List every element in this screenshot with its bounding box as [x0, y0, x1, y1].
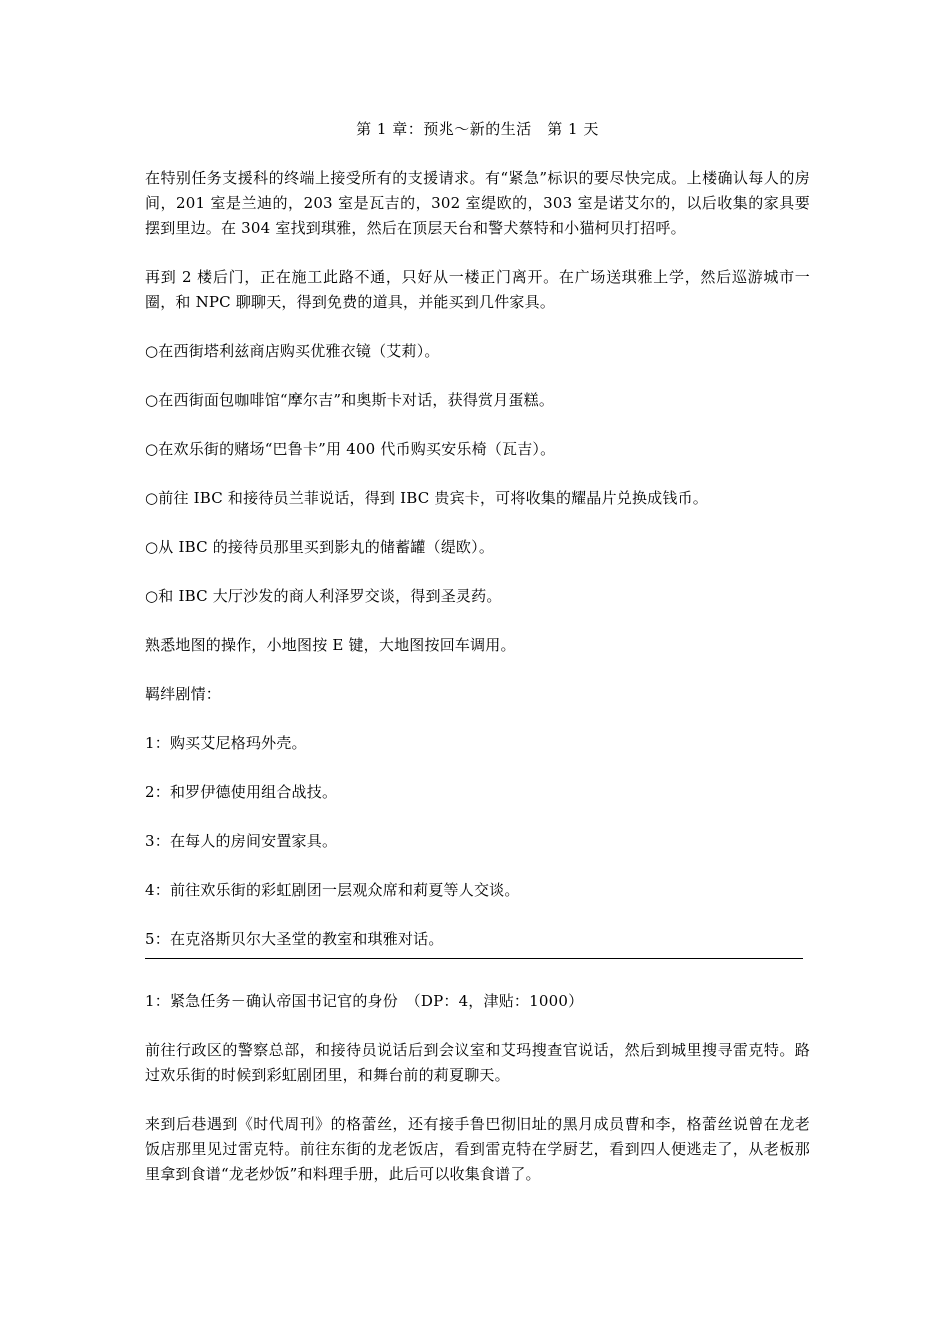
bullet-item: ○前往 IBC 和接待员兰菲说话，得到 IBC 贵宾卡，可将收集的耀晶片兑换成钱币。 [145, 489, 708, 507]
bullet-item: ○在欢乐街的赌场“巴鲁卡”用 400 代币购买安乐椅（瓦吉）。 [145, 440, 556, 458]
intro-paragraph: 在特别任务支援科的终端上接受所有的支援请求。有“紧急”标识的要尽快完成。上楼确认每人的房间，201 室是兰迪的，203 室是瓦吉的，302 室缇欧的，303 室是诺艾尔的，以后收集的家具要摆到里边。在 304 室找到琪雅，然后在顶层天台和警犬蔡特和小猫柯贝打招呼。 [145, 169, 810, 237]
intro-paragraph: 再到 2 楼后门，正在施工此路不通，只好从一楼正门离开。在广场送琪雅上学，然后巡游城市一圈，和 NPC 聊聊天，得到免费的道具，并能买到几件家具。 [145, 268, 810, 311]
bullet-item: ○在西街面包咖啡馆“摩尔吉”和奥斯卡对话，获得赏月蛋糕。 [145, 391, 555, 409]
bond-heading: 羁绊剧情： [145, 685, 222, 703]
bond-item: 2：和罗伊德使用组合战技。 [145, 783, 338, 801]
quest-paragraph: 来到后巷遇到《时代周刊》的格蕾丝，还有接手鲁巴彻旧址的黑月成员曹和李，格蕾丝说曾在龙老饭店那里见过雷克特。前往东街的龙老饭店，看到雷克特在学厨艺，看到四人便逃走了，从老板那里拿到食谱“龙老炒饭”和料理手册，此后可以收集食谱了。 [145, 1115, 810, 1183]
bond-item: 3：在每人的房间安置家具。 [145, 832, 338, 850]
bond-item: 5：在克洛斯贝尔大圣堂的教室和琪雅对话。 [145, 930, 444, 948]
quest-heading: 1：紧急任务－确认帝国书记官的身份 （DP：4，津贴：1000） [145, 992, 584, 1010]
quest-paragraph: 前往行政区的警察总部，和接待员说话后到会议室和艾玛搜查官说话，然后到城里搜寻雷克特。路过欢乐街的时候到彩虹剧团里，和舞台前的莉夏聊天。 [145, 1041, 810, 1084]
bullet-item: ○在西街塔利兹商店购买优雅衣镜（艾莉）。 [145, 342, 440, 360]
horizontal-divider [145, 958, 803, 959]
bond-item: 1：购买艾尼格玛外壳。 [145, 734, 307, 752]
map-tip: 熟悉地图的操作，小地图按 E 键，大地图按回车调用。 [145, 636, 516, 654]
bullet-item: ○和 IBC 大厅沙发的商人利泽罗交谈，得到圣灵药。 [145, 587, 502, 605]
document-page [145, 116, 810, 1211]
bond-item: 4：前往欢乐街的彩虹剧团一层观众席和莉夏等人交谈。 [145, 881, 520, 899]
bullet-item: ○从 IBC 的接待员那里买到影丸的储蓄罐（缇欧）。 [145, 538, 495, 556]
chapter-title: 第 1 章：预兆～新的生活 第 1 天 [356, 120, 599, 138]
